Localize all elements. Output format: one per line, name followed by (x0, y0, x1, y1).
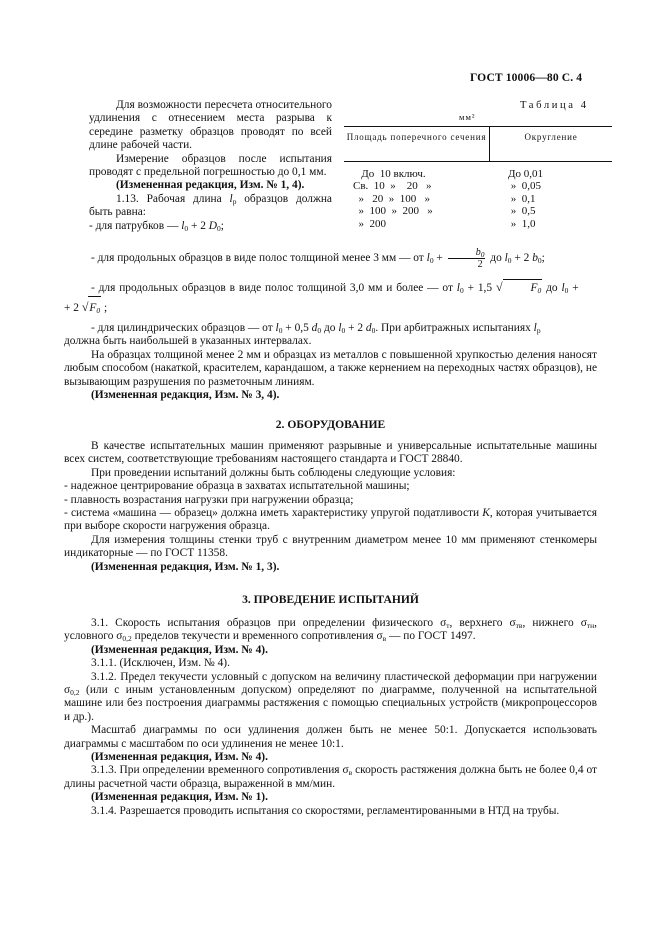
table-cell: » 20 » 100 » (353, 192, 430, 205)
table-caption: Таблица 4 (520, 100, 589, 111)
paragraph: На образцах толщиной менее 2 мм и образцах из металлов с повышенной хрупкостью деления наносят любым способом (накаткой, красителем, карандашом, а также кернением на переходных частях образцов), не вызывающим разрушения по разметочным линиям. (64, 348, 597, 388)
table-cell: » 0,1 (508, 192, 536, 205)
table-rule (344, 126, 612, 127)
paragraph: Для возможности пересчета относительного удлинения с отнесением места разрыва к середине разметку образцов проводят по всей длине рабочей части. (89, 99, 332, 152)
table-header-rounding: Округление (524, 132, 578, 142)
table-cell: До 10 включ. (353, 168, 426, 180)
table-cell: » 200 (353, 217, 386, 230)
list-item: - плавность возрастания нагрузки при нагружении образца; (64, 493, 354, 506)
formula-line-strip-thick: - для продольных образцов в виде полос толщиной 3,0 мм и более — от $l_0 + 1,5$ √ $F_0$ до $l_0$ + + 2 $√F_0$ ; (64, 279, 597, 319)
section-equipment (64, 440, 597, 574)
text-block-cylindrical: - для цилиндрических образцов — от $l_0 + 0,5$ $d_0$ до $l_0 + 2$ $d_0$. При арбитражных испытаниях $l_р$ должна быть наибольшей в указанных интервалах. На образцах толщиной менее 2 мм и образцах из металлов с повышенной хрупкостью деления наносят любым способом (накаткой, красителем, карандашом, а также кернением на переходных частях образцов), не вызывающим разрушения по разметочным линиям. (Измененная редакция, Изм. № 3, 4). (64, 322, 597, 402)
table-cell: » 1,0 (508, 217, 536, 230)
section-title-testing: 3. ПРОВЕДЕНИЕ ИСПЫТАНИЙ (242, 593, 419, 606)
paragraph: В качестве испытательных машин применяют разрывные и универсальные испытательные машины всех систем, соответствующие требованиям настоящего стандарта и ГОСТ 28840. (64, 440, 597, 466)
paragraph: 3.1.3. При определении временного сопротивления $\sigma_в$ скорость растяжения должна быть не более 0,4 от длины расчетной части образца, выраженной в мм/мин. (64, 764, 598, 790)
amendment-note: (Измененная редакция, Изм. № 4). (91, 751, 268, 764)
list-item: - надежное центрирование образца в захватах испытательной машины; (64, 480, 410, 493)
section-testing (64, 617, 597, 818)
rounding-table (344, 126, 612, 256)
table-cell: До 0,01 (508, 168, 544, 180)
amendment-note: (Измененная редакция, Изм. № 3, 4). (91, 389, 280, 402)
paragraph: Для измерения толщины стенки труб с внутренним диаметром менее 10 мм применяют стенкомеры индикаторные — по ГОСТ 11358. (64, 533, 597, 560)
table-cell: » 0,05 (508, 180, 541, 193)
amendment-note: (Измененная редакция, Изм. № 1, 3). (91, 560, 280, 573)
table-header-area: Площадь поперечного сечения (346, 132, 487, 142)
paragraph: 1.13. Рабочая длина $l_р$ образцов должна быть равна: (89, 192, 332, 219)
paragraph: При проведении испытаний должны быть соблюдены следующие условия: (91, 466, 456, 479)
fraction: $\frac{b_0}{2}$ (448, 247, 486, 270)
left-column (89, 99, 332, 233)
amendment-note: (Измененная редакция, Изм. № 1). (91, 791, 268, 804)
paragraph: 3.1.4. Разрешается проводить испытания со скоростями, регламентированными в НТД на трубы. (91, 804, 560, 817)
list-item: - система «машина — образец» должна иметь характеристику упругой податливости K, которая учитывается при выборе скорости нагружения образца. (64, 507, 597, 533)
table-cell: Св. 10 » 20 » (353, 180, 432, 193)
table-cell: » 100 » 200 » (353, 205, 433, 218)
table-column-area (353, 168, 433, 230)
table-unit: мм² (459, 112, 476, 122)
section-title-equipment: 2. ОБОРУДОВАНИЕ (275, 418, 386, 431)
table-rule (344, 161, 612, 162)
amendment-note: (Измененная редакция, Изм. № 1, 4). (116, 179, 305, 192)
table-cell: » 0,5 (508, 205, 536, 218)
amendment-note: (Измененная редакция, Изм. № 4). (91, 643, 268, 656)
paragraph: 3.1.1. (Исключен, Изм. № 4). (91, 657, 230, 670)
paragraph: 3.1. Скорость испытания образцов при определении физического $\sigma_т$, верхнего $\sigma_{тв}$, нижнего $\sigma_{тн}$, условного $\sigma_{0,2}$ пределов текучести и временного сопротивления $\sigma_в$ — по ГОСТ 1497. (64, 617, 597, 644)
table-column-rounding (508, 168, 543, 230)
paragraph: - для патрубков — $l_0 + 2$ $D_0$; (89, 219, 224, 233)
page-header: ГОСТ 10006—80 С. 4 (470, 71, 583, 84)
paragraph: Измерение образцов после испытания проводят с предельной погрешностью до 0,1 мм. (89, 152, 332, 179)
paragraph: 3.1.2. Предел текучести условный с допуском на величину пластической деформации при нагружении $\sigma_{0,2}$ (или с иным установленным допуском) определяют по диаграмме, полученной на испытательной машине или без построения диаграммы растяжения с помощью специальных устройств (микропроцессоров и др.). (64, 670, 597, 723)
paragraph: Масштаб диаграммы по оси удлинения должен быть не менее 50:1. Допускается использовать диаграммы с масштабом по оси удлинения не менее 10:1. (64, 724, 597, 750)
formula-line-strip-thin: - для продольных образцов в виде полос толщиной менее 3 мм — от $l_0$ + $\frac{b_0}{2}$ до $l_0 + 2$ $b_0$; (91, 246, 545, 270)
